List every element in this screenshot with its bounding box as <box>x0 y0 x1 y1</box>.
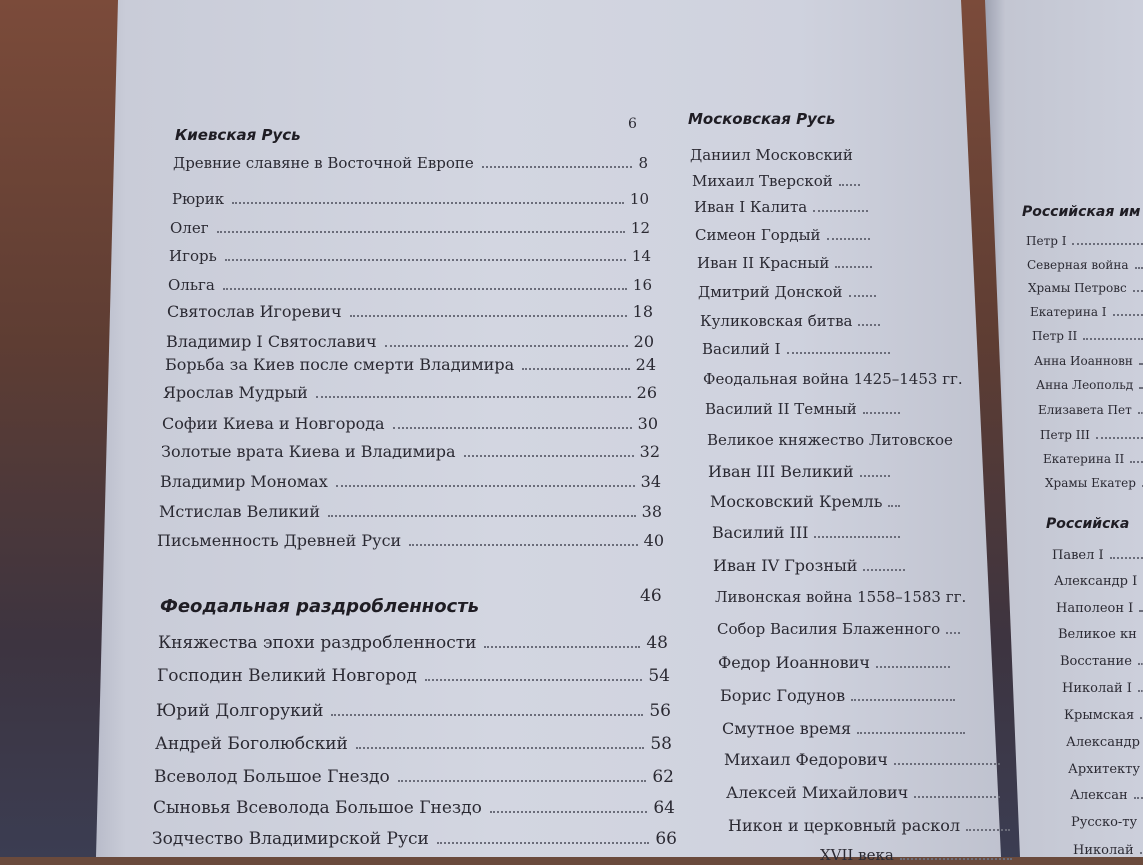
toc-entry[interactable] <box>1038 403 1143 419</box>
toc-entry-title: Петр I <box>1026 234 1066 248</box>
leader-dots <box>336 485 635 487</box>
toc-entry[interactable] <box>1040 428 1143 444</box>
toc-entry-page: 54 <box>648 666 670 686</box>
toc-entry-title: Михаил Тверской <box>692 172 833 190</box>
toc-entry[interactable] <box>728 816 1010 836</box>
toc-entry-title: Феодальная война 1425–1453 гг. <box>703 370 963 388</box>
toc-entry[interactable] <box>157 666 670 686</box>
toc-entry[interactable] <box>170 219 650 238</box>
leader-dots <box>393 427 632 429</box>
leader-dots <box>814 536 900 538</box>
leader-dots <box>1110 557 1143 559</box>
toc-entry-page: 18 <box>633 302 653 321</box>
toc-entry[interactable] <box>1030 305 1143 321</box>
toc-entry-title: Анна Иоанновн <box>1034 354 1133 368</box>
leader-dots <box>350 315 627 317</box>
leader-dots <box>484 646 640 648</box>
leader-dots <box>223 288 627 290</box>
toc-entry-title: Василий II Темный <box>705 400 857 418</box>
leader-dots <box>863 412 900 414</box>
toc-entry-title: Смутное время <box>722 719 851 738</box>
toc-entry-page: 48 <box>646 633 668 653</box>
toc-entry[interactable] <box>158 633 668 653</box>
toc-entry-title: Крымская <box>1064 708 1134 723</box>
toc-entry[interactable] <box>720 686 955 706</box>
toc-entry-title: Ярослав Мудрый <box>163 383 308 402</box>
toc-entry-title: Ольга <box>168 276 215 294</box>
leader-dots <box>813 210 868 212</box>
toc-entry-page: 12 <box>631 219 650 237</box>
toc-entry-title: Святослав Игоревич <box>167 302 342 321</box>
toc-entry-title: Русско-ту <box>1071 815 1137 830</box>
toc-entry-title: Собор Василия Блаженного <box>717 620 940 638</box>
toc-entry[interactable] <box>1034 354 1143 370</box>
toc-entry[interactable] <box>724 750 1000 770</box>
toc-entry-title: Иван IV Грозный <box>713 556 857 575</box>
toc-entry-title: Николай <box>1073 843 1134 858</box>
toc-entry[interactable] <box>710 492 900 512</box>
toc-entry-title: Храмы Петровс <box>1028 281 1127 295</box>
toc-entry[interactable] <box>692 172 860 191</box>
toc-entry-title: Зодчество Владимирской Руси <box>152 829 429 849</box>
section-title: Феодальная раздробленность <box>160 596 479 617</box>
toc-entry[interactable] <box>702 340 890 359</box>
toc-entry-page: 10 <box>630 190 649 208</box>
toc-entry[interactable] <box>703 370 955 389</box>
toc-entry[interactable] <box>1032 329 1143 345</box>
toc-entry[interactable] <box>694 198 868 217</box>
toc-entry-title: Николай I <box>1062 681 1132 696</box>
leader-dots <box>1072 243 1143 245</box>
toc-entry[interactable] <box>690 146 855 165</box>
toc-entry[interactable] <box>1052 548 1143 564</box>
toc-entry-title: Василий I <box>702 340 781 358</box>
toc-entry[interactable] <box>1026 234 1143 250</box>
leader-dots <box>1140 852 1143 854</box>
toc-entry-page: 34 <box>641 472 661 491</box>
toc-entry-title: Владимир I Святославич <box>166 332 377 351</box>
toc-entry-title: Наполеон I <box>1056 601 1133 616</box>
toc-entry-title: Олег <box>170 219 209 237</box>
toc-entry[interactable] <box>167 302 653 322</box>
leader-dots <box>356 747 644 749</box>
toc-entry-page: 58 <box>650 734 672 754</box>
toc-entry[interactable] <box>695 226 870 245</box>
toc-entry[interactable] <box>1058 627 1143 643</box>
toc-entry[interactable] <box>1056 601 1143 617</box>
leader-dots <box>860 475 890 477</box>
toc-entry[interactable] <box>697 254 872 273</box>
leader-dots <box>894 763 1000 765</box>
leader-dots <box>1083 338 1143 340</box>
toc-entry-title: Елизавета Пет <box>1038 403 1132 417</box>
leader-dots <box>464 455 634 457</box>
toc-entry[interactable] <box>713 556 905 576</box>
section-page-number: 46 <box>640 586 662 606</box>
leader-dots <box>409 544 637 546</box>
toc-entry[interactable] <box>712 523 900 543</box>
leader-dots <box>1134 797 1143 799</box>
toc-entry[interactable] <box>1028 281 1143 297</box>
toc-entry[interactable] <box>820 846 1012 865</box>
toc-entry[interactable] <box>153 798 675 818</box>
toc-entry-title: Ливонская война 1558–1583 гг. <box>715 588 966 606</box>
leader-dots <box>385 345 628 347</box>
toc-entry-page: 20 <box>634 332 654 351</box>
toc-entry[interactable] <box>1066 735 1143 751</box>
toc-entry-page: 38 <box>642 502 662 521</box>
toc-entry-page: 24 <box>636 355 656 374</box>
toc-entry[interactable] <box>1027 258 1143 274</box>
toc-entry-title: Петр III <box>1040 428 1090 442</box>
toc-entry-title: Великое княжество Литовское <box>707 431 953 449</box>
toc-entry-title: Всеволод Большое Гнездо <box>154 767 390 787</box>
leader-dots <box>1138 663 1143 665</box>
leader-dots <box>876 666 950 668</box>
toc-entry-title: Иван II Красный <box>697 254 829 272</box>
toc-entry-title: Владимир Мономах <box>160 472 328 491</box>
toc-entry-title: Храмы Екатер <box>1045 476 1136 490</box>
toc-entry-title: Никон и церковный раскол <box>728 816 960 835</box>
toc-entry[interactable] <box>717 620 960 639</box>
toc-entry-title: Павел I <box>1052 548 1104 563</box>
toc-entry-title: Игорь <box>169 247 217 265</box>
toc-entry-title: Алексей Михайлович <box>726 783 908 802</box>
leader-dots <box>1135 267 1143 269</box>
toc-entry[interactable] <box>157 531 664 551</box>
toc-entry-page: 14 <box>632 247 651 265</box>
toc-entry[interactable] <box>705 400 900 419</box>
toc-entry-title: Великое кн <box>1058 627 1137 642</box>
leader-dots <box>966 829 1010 831</box>
toc-entry-title: Анна Леопольд <box>1036 378 1133 392</box>
toc-entry[interactable] <box>162 414 658 434</box>
toc-entry[interactable] <box>1064 708 1143 724</box>
section-page-number: 6 <box>628 116 637 132</box>
section-title: Киевская Русь <box>175 126 301 144</box>
toc-entry-title: Екатерина II <box>1043 452 1124 466</box>
leader-dots <box>1113 314 1143 316</box>
leader-dots <box>900 858 1012 860</box>
leader-dots <box>225 259 626 261</box>
toc-entry[interactable] <box>698 283 876 302</box>
toc-entry-title: Федор Иоаннович <box>718 653 870 672</box>
toc-entry-title: Сыновья Всеволода Большое Гнездо <box>153 798 482 818</box>
toc-entry-title: Иван III Великий <box>708 462 854 481</box>
toc-entry-page: 40 <box>644 531 664 550</box>
toc-entry-title: Борис Годунов <box>720 686 845 705</box>
leader-dots <box>849 295 876 297</box>
toc-entry-title: Юрий Долгорукий <box>156 701 323 721</box>
leader-dots <box>1139 363 1143 365</box>
toc-entry[interactable] <box>163 383 657 403</box>
toc-entry[interactable] <box>700 312 880 331</box>
leader-dots <box>863 569 905 571</box>
toc-entry-title: Куликовская битва <box>700 312 852 330</box>
leader-dots <box>482 166 633 168</box>
toc-entry-title: Восстание <box>1060 654 1132 669</box>
leader-dots <box>232 202 624 204</box>
toc-entry-page: 16 <box>633 276 652 294</box>
leader-dots <box>522 368 630 370</box>
toc-entry[interactable] <box>1036 378 1143 394</box>
toc-entry-page: 32 <box>640 442 660 461</box>
leader-dots <box>328 515 636 517</box>
toc-entry-title: Московский Кремль <box>710 492 882 511</box>
leader-dots <box>331 714 643 716</box>
toc-entry[interactable] <box>160 472 661 492</box>
toc-entry-title: Северная война <box>1027 258 1129 272</box>
toc-entry[interactable] <box>169 247 651 266</box>
leader-dots <box>316 396 631 398</box>
leader-dots <box>437 842 650 844</box>
toc-entry-title: Василий III <box>712 523 808 542</box>
toc-entry[interactable] <box>172 190 649 209</box>
toc-entry-title: Рюрик <box>172 190 224 208</box>
toc-entry[interactable] <box>715 588 958 607</box>
toc-entry[interactable] <box>1068 762 1143 778</box>
toc-entry[interactable] <box>156 701 671 721</box>
leader-dots <box>398 780 647 782</box>
toc-entry-page: 8 <box>638 154 648 172</box>
leader-dots <box>1138 412 1143 414</box>
toc-entry[interactable] <box>726 783 1000 803</box>
toc-entry[interactable] <box>155 734 672 754</box>
toc-entry[interactable] <box>168 276 652 295</box>
toc-entry-title: Дмитрий Донской <box>698 283 843 301</box>
toc-entry-title: Екатерина I <box>1030 305 1107 319</box>
toc-entry-title: Алексан <box>1070 788 1128 803</box>
leader-dots <box>217 231 625 233</box>
leader-dots <box>425 679 643 681</box>
toc-entry-title: Господин Великий Новгород <box>157 666 417 686</box>
leader-dots <box>888 505 900 507</box>
toc-entry-title: Александр I <box>1054 574 1137 589</box>
toc-entry-title: Михаил Федорович <box>724 750 888 769</box>
toc-entry[interactable] <box>1054 574 1143 590</box>
toc-entry-title: Письменность Древней Руси <box>157 531 401 550</box>
leader-dots <box>1139 610 1143 612</box>
toc-entry-page: 26 <box>637 383 657 402</box>
toc-entry[interactable] <box>159 502 662 522</box>
leader-dots <box>787 352 890 354</box>
toc-entry-title: Золотые врата Киева и Владимира <box>161 442 456 461</box>
toc-entry-page: 56 <box>649 701 671 721</box>
toc-entry[interactable] <box>707 431 955 450</box>
leader-dots <box>857 732 965 734</box>
toc-entry[interactable] <box>152 829 677 849</box>
leader-dots <box>835 266 872 268</box>
leader-dots <box>946 632 960 634</box>
leader-dots <box>914 796 1000 798</box>
toc-entry-title: XVII века <box>820 846 894 864</box>
leader-dots <box>1096 437 1143 439</box>
toc-entry-page: 30 <box>638 414 658 433</box>
leader-dots <box>858 324 880 326</box>
toc-entry-title: Иван I Калита <box>694 198 807 216</box>
toc-entry-title: Княжества эпохи раздробленности <box>158 633 476 653</box>
section-title: Российская им <box>1022 204 1140 220</box>
toc-entry[interactable] <box>1043 452 1143 468</box>
toc-entry[interactable] <box>718 653 950 673</box>
toc-entry[interactable] <box>166 332 654 352</box>
toc-entry-page: 62 <box>652 767 674 787</box>
toc-entry-title: Борьба за Киев после смерти Владимира <box>165 355 514 374</box>
section-title: Московская Русь <box>688 110 835 128</box>
section-title: Российска <box>1046 516 1129 532</box>
toc-entry[interactable] <box>722 719 965 739</box>
toc-entry-title: Симеон Гордый <box>695 226 821 244</box>
toc-entry[interactable] <box>1060 654 1143 670</box>
toc-entry[interactable] <box>165 355 656 375</box>
toc-entry-title: Петр II <box>1032 329 1077 343</box>
toc-entry-title: Мстислав Великий <box>159 502 320 521</box>
toc-entry[interactable] <box>1062 681 1143 697</box>
toc-entry-title: Александр <box>1066 735 1140 750</box>
leader-dots <box>490 811 647 813</box>
toc-entry-title: Архитекту <box>1068 762 1140 777</box>
toc-entry[interactable] <box>708 462 890 482</box>
toc-entry[interactable] <box>1070 788 1143 804</box>
leader-dots <box>1130 461 1143 463</box>
leader-dots <box>851 699 955 701</box>
toc-entry-page: 64 <box>653 798 675 818</box>
leader-dots <box>1139 387 1143 389</box>
toc-entry[interactable] <box>154 767 674 787</box>
leader-dots <box>839 184 860 186</box>
toc-entry[interactable] <box>1071 815 1143 831</box>
toc-entry-title: Древние славяне в Восточной Европе <box>173 154 474 172</box>
toc-entry-title: Андрей Боголюбский <box>155 734 348 754</box>
leader-dots <box>1133 290 1143 292</box>
toc-entry[interactable] <box>1045 476 1143 492</box>
leader-dots <box>1138 690 1143 692</box>
toc-entry[interactable] <box>173 154 648 173</box>
leader-dots <box>827 238 870 240</box>
toc-entry-page: 66 <box>655 829 677 849</box>
toc-entry[interactable] <box>161 442 660 462</box>
toc-entry-title: Софии Киева и Новгорода <box>162 414 385 433</box>
toc-entry-title: Даниил Московский <box>690 146 853 164</box>
